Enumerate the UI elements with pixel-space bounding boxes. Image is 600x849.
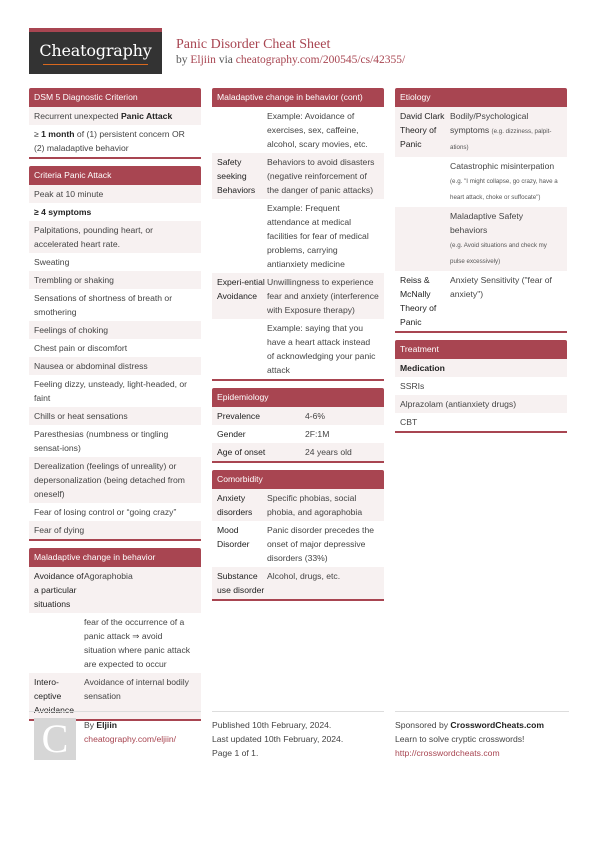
value-text: Maladaptive Safety behaviors <box>450 211 524 235</box>
table-row <box>212 273 384 319</box>
section-title: Epidemiology <box>212 388 384 407</box>
bold-text: Medication <box>400 363 445 373</box>
list-item: Chest pain or discomfort <box>29 339 201 357</box>
column-2 <box>212 88 384 608</box>
list-item: Feelings of choking <box>29 321 201 339</box>
table-row <box>29 567 201 613</box>
row-key <box>400 159 450 205</box>
text: of (1) persistent concern OR (2) maladaptive behavior <box>34 129 185 153</box>
row-key: David Clark Theory of Panic <box>400 111 445 149</box>
title-block <box>176 37 405 68</box>
value-text: Bodily/Psychological symptoms <box>450 111 529 135</box>
logo-underline <box>43 64 148 65</box>
section-title: DSM 5 Diagnostic Criterion <box>29 88 201 107</box>
published-date: Published 10th February, 2024. <box>212 720 332 730</box>
avatar: C <box>34 718 76 760</box>
list-item: Sweating <box>29 253 201 271</box>
list-item: Derealization (feelings of unreality) or depersonalization (being detached from oneself) <box>29 457 201 503</box>
row-key: Safety seeking Behaviors <box>217 157 256 195</box>
row-value: Avoidance of internal bodily sensation <box>84 677 189 701</box>
text: ≥ <box>34 129 42 139</box>
bold-text: ≥ 4 symptoms <box>34 207 92 217</box>
value-note: (e.g. dizziness, palpit-ations) <box>450 128 552 151</box>
value-note: (e.g. Avoid situations and check my pulse excessively) <box>450 242 547 265</box>
logo-text: Cheatography <box>39 41 152 60</box>
row-value: Alcohol, drugs, etc. <box>267 571 341 581</box>
row-value: Example: Frequent attendance at medical facilities for fear of medical problems, carrying antianxiety medicine <box>267 203 369 269</box>
list-item: Peak at 10 minute <box>29 185 201 203</box>
section-title: Treatment <box>395 340 567 359</box>
table-row <box>212 567 384 599</box>
page-number: Page 1 of 1. <box>212 748 259 758</box>
row-key: Avoidance of a particular situations <box>34 571 84 609</box>
table-row <box>395 271 567 331</box>
row-value: Specific phobias, social phobia, and agoraphobia <box>267 493 363 517</box>
row-value: Anxiety Sensitivity ("fear of anxiety") <box>450 275 552 299</box>
row-value: Panic disorder precedes the onset of major depressive disorders (33%) <box>267 525 375 563</box>
footer-sponsor <box>395 711 569 760</box>
list-item: Fear of dying <box>29 521 201 539</box>
list-item <box>29 125 201 157</box>
row-value: Unwillingness to experience fear and anxiety (interference with Exposure therapy) <box>267 277 379 315</box>
row-value <box>450 159 562 205</box>
section-maladaptive-behavior <box>29 548 201 721</box>
section-title: Maladaptive change in behavior (cont) <box>212 88 384 107</box>
row-value: Behaviors to avoid disasters (negative reinforcement of the danger of panic attacks) <box>267 157 375 195</box>
list-item: CBT <box>395 413 567 431</box>
by-label: By <box>84 720 97 730</box>
footer-publish-info <box>212 711 384 760</box>
byline <box>176 53 405 68</box>
row-key: Intero-ceptive Avoidance <box>34 677 74 715</box>
list-item: Fear of losing control or “going crazy” <box>29 503 201 521</box>
row-key: Substance use disorder <box>217 571 265 595</box>
row-key <box>217 109 267 151</box>
table-row <box>395 207 567 271</box>
row-key: Age of onset <box>217 447 266 457</box>
row-value <box>450 109 562 155</box>
value-note: (e.g. "I might collapse, go crazy, have a heart attack, choke or suffocate") <box>450 178 558 201</box>
table-row <box>212 407 384 425</box>
page-footer <box>29 711 569 771</box>
author-info <box>84 718 176 746</box>
list-item <box>395 359 567 377</box>
bold-text: 1 month <box>41 129 75 139</box>
column-3 <box>395 88 567 440</box>
author-name: Eljiin <box>96 720 117 730</box>
sheet-url-link[interactable]: cheatography.com/200545/cs/42355/ <box>235 54 406 66</box>
sponsor-line <box>395 718 569 732</box>
by-label: by <box>176 54 188 66</box>
section-dsm5 <box>29 88 201 159</box>
row-key: Gender <box>217 429 246 439</box>
sponsor-name: CrosswordCheats.com <box>450 720 545 730</box>
table-row <box>212 153 384 199</box>
row-key: Mood Disorder <box>217 525 250 549</box>
sponsored-label: Sponsored by <box>395 720 451 730</box>
list-item: Feeling dizzy, unsteady, light-headed, or faint <box>29 375 201 407</box>
table-row <box>212 443 384 461</box>
list-item: Sensations of shortness of breath or smothering <box>29 289 201 321</box>
page-header <box>29 28 569 74</box>
footer-author <box>29 711 201 761</box>
table-row <box>212 199 384 273</box>
list-item: Trembling or shaking <box>29 271 201 289</box>
table-row <box>212 489 384 521</box>
row-key <box>217 201 267 271</box>
row-key: Experi-ential Avoidance <box>217 277 265 301</box>
list-item: Palpitations, pounding heart, or accelerated heart rate. <box>29 221 201 253</box>
row-value: 24 years old <box>305 447 352 457</box>
list-item: Paresthesias (numbness or tingling sensat-ions) <box>29 425 201 457</box>
list-item <box>29 203 201 221</box>
section-maladaptive-behavior-cont <box>212 88 384 381</box>
table-row <box>212 107 384 153</box>
bold-text: Panic Attack <box>120 111 173 121</box>
cheatography-logo[interactable] <box>29 28 162 74</box>
row-value: Example: Avoidance of exercises, sex, caffeine, alcohol, scary movies, etc. <box>267 111 368 149</box>
section-epidemiology <box>212 388 384 463</box>
row-key <box>34 615 84 671</box>
value-text: Catastrophic misinterpation <box>450 161 555 171</box>
sponsor-tagline: Learn to solve cryptic crosswords! <box>395 734 525 744</box>
section-title: Maladaptive change in behavior <box>29 548 201 567</box>
row-value <box>450 209 562 269</box>
row-value: 4-6% <box>305 411 326 421</box>
section-comorbidity <box>212 470 384 601</box>
author-link[interactable]: Eljiin <box>190 54 216 66</box>
list-item: SSRIs <box>395 377 567 395</box>
section-title: Criteria Panic Attack <box>29 166 201 185</box>
updated-date: Last updated 10th February, 2024. <box>212 734 344 744</box>
section-treatment <box>395 340 567 433</box>
row-key: Anxiety disorders <box>217 493 253 517</box>
table-row <box>29 613 201 673</box>
column-1 <box>29 88 201 728</box>
section-etiology <box>395 88 567 333</box>
row-key <box>217 321 267 377</box>
table-row <box>395 107 567 157</box>
list-item <box>29 107 201 125</box>
text: Recurrent unexpected <box>34 111 121 121</box>
section-title: Etiology <box>395 88 567 107</box>
row-key: Prevalence <box>217 411 260 421</box>
row-key: Reiss & McNally Theory of Panic <box>400 275 437 327</box>
row-key <box>400 209 450 269</box>
author-url-link[interactable]: cheatography.com/eljiin/ <box>84 734 177 744</box>
section-criteria-panic-attack <box>29 166 201 541</box>
table-row <box>395 157 567 207</box>
table-row <box>212 425 384 443</box>
list-item: Alprazolam (antianxiety drugs) <box>395 395 567 413</box>
page-title: Panic Disorder Cheat Sheet <box>176 37 331 52</box>
table-row <box>212 521 384 567</box>
table-row <box>212 319 384 379</box>
row-value: 2F:1M <box>305 429 330 439</box>
list-item: Chills or heat sensations <box>29 407 201 425</box>
row-value: fear of the occurrence of a panic attack ⇒ avoid situation where panic attack are expected to occur <box>84 617 191 669</box>
row-value: Example: saying that you have a heart attack instead of acknowledging your panic attack <box>267 323 376 375</box>
sponsor-url-link[interactable]: http://crosswordcheats.com <box>395 748 500 758</box>
list-item: Nausea or abdominal distress <box>29 357 201 375</box>
author-line <box>84 718 176 732</box>
via-label: via <box>218 54 233 66</box>
section-title: Comorbidity <box>212 470 384 489</box>
row-value: Agoraphobia <box>84 571 133 581</box>
